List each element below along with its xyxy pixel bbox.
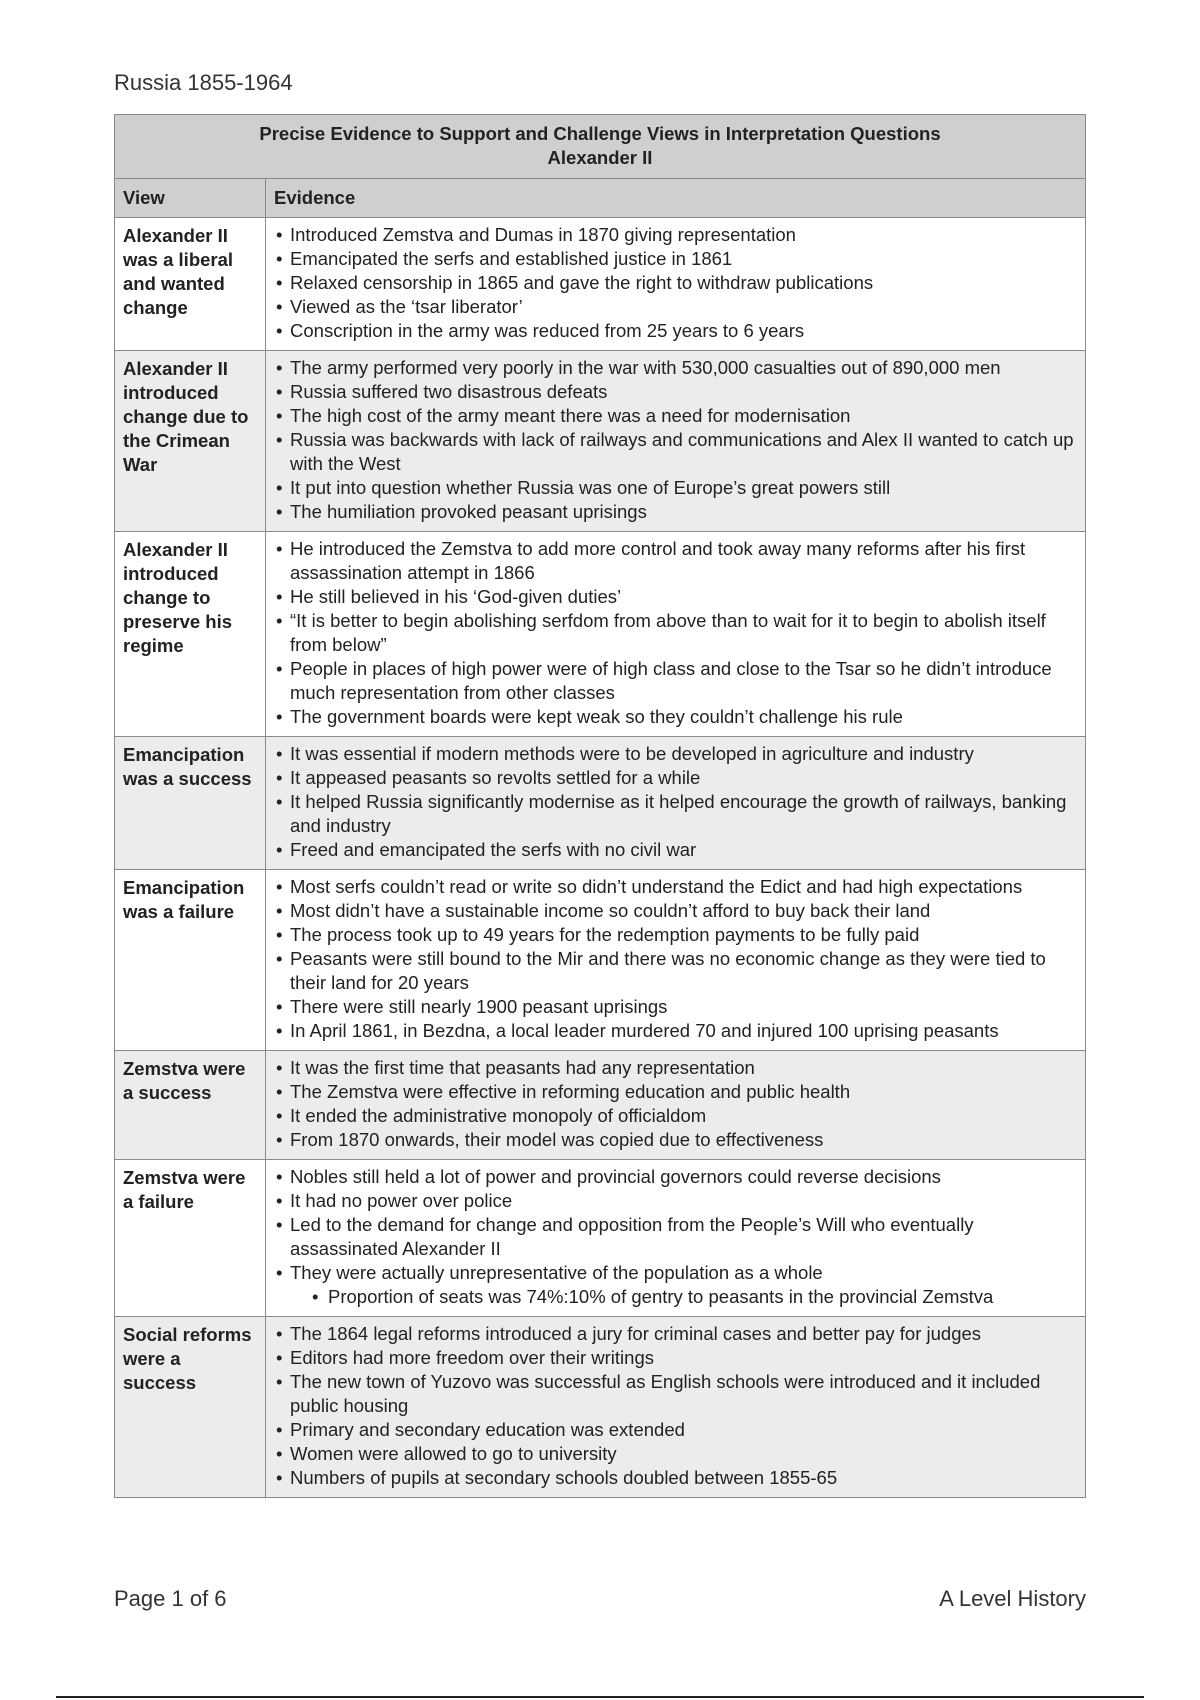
evidence-item: • The 1864 legal reforms introduced a jury for criminal cases and better pay for judges (274, 1322, 1077, 1346)
evidence-cell (266, 351, 1086, 532)
evidence-item: • Women were allowed to go to university (274, 1442, 1077, 1466)
evidence-item: • The government boards were kept weak so they couldn’t challenge his rule (274, 705, 1077, 729)
evidence-cell (266, 218, 1086, 351)
evidence-item: • In April 1861, in Bezdna, a local leader murdered 70 and injured 100 uprising peasants (274, 1019, 1077, 1043)
evidence-item: • It appeased peasants so revolts settled for a while (274, 766, 1077, 790)
evidence-item: • Nobles still held a lot of power and provincial governors could reverse decisions (274, 1165, 1077, 1189)
interpretation-table (114, 114, 1086, 1498)
evidence-list (274, 1322, 1077, 1490)
evidence-item: • Conscription in the army was reduced from 25 years to 6 years (274, 319, 1077, 343)
evidence-item: • It was the first time that peasants had any representation (274, 1056, 1077, 1080)
evidence-list (274, 223, 1077, 343)
evidence-item: • The new town of Yuzovo was successful as English schools were introduced and it included public housing (274, 1370, 1077, 1418)
table-row (115, 1160, 1086, 1317)
evidence-cell (266, 532, 1086, 737)
evidence-cell (266, 1160, 1086, 1317)
evidence-item: • Russia suffered two disastrous defeats (274, 380, 1077, 404)
evidence-subitem: • Proportion of seats was 74%:10% of gentry to peasants in the provincial Zemstva (274, 1285, 1077, 1309)
column-header-view: View (115, 179, 266, 218)
evidence-cell (266, 1051, 1086, 1160)
evidence-cell (266, 870, 1086, 1051)
table-title (115, 115, 1086, 179)
table-row (115, 1317, 1086, 1498)
evidence-item: • The army performed very poorly in the war with 530,000 casualties out of 890,000 men (274, 356, 1077, 380)
evidence-item: • Most didn’t have a sustainable income so couldn’t afford to buy back their land (274, 899, 1077, 923)
bottom-divider (56, 1696, 1144, 1698)
evidence-list (274, 742, 1077, 862)
evidence-item: • From 1870 onwards, their model was copied due to effectiveness (274, 1128, 1077, 1152)
document-header-title: Russia 1855-1964 (114, 70, 293, 95)
evidence-item: • It was essential if modern methods were to be developed in agriculture and industry (274, 742, 1077, 766)
evidence-item: • It ended the administrative monopoly of officialdom (274, 1104, 1077, 1128)
evidence-item: • He introduced the Zemstva to add more control and took away many reforms after his first assassination attempt in 1866 (274, 537, 1077, 585)
evidence-item: • Primary and secondary education was extended (274, 1418, 1077, 1442)
evidence-item: • Viewed as the ‘tsar liberator’ (274, 295, 1077, 319)
evidence-item: • They were actually unrepresentative of the population as a whole (274, 1261, 1077, 1285)
evidence-item: • There were still nearly 1900 peasant uprisings (274, 995, 1077, 1019)
evidence-item: • The process took up to 49 years for the redemption payments to be fully paid (274, 923, 1077, 947)
evidence-item: • Russia was backwards with lack of railways and communications and Alex II wanted to catch up with the West (274, 428, 1077, 476)
evidence-item: • People in places of high power were of high class and close to the Tsar so he didn’t introduce much representation from other classes (274, 657, 1077, 705)
evidence-item: • It put into question whether Russia was one of Europe’s great powers still (274, 476, 1077, 500)
table-title-line1: Precise Evidence to Support and Challenge Views in Interpretation Questions (259, 123, 941, 144)
table-title-row (115, 115, 1086, 179)
evidence-item: • “It is better to begin abolishing serfdom from above than to wait for it to begin to abolish itself from below” (274, 609, 1077, 657)
course-label: A Level History (939, 1586, 1086, 1611)
evidence-item: • He still believed in his ‘God-given duties’ (274, 585, 1077, 609)
table-row (115, 351, 1086, 532)
evidence-list (274, 537, 1077, 729)
page-number: Page 1 of 6 (114, 1586, 227, 1611)
view-cell: Zemstva were a success (115, 1051, 266, 1160)
evidence-item: • Led to the demand for change and opposition from the People’s Will who eventually assassinated Alexander II (274, 1213, 1077, 1261)
evidence-table (114, 114, 1086, 1498)
evidence-list (274, 356, 1077, 524)
evidence-item: • Most serfs couldn’t read or write so didn’t understand the Edict and had high expectations (274, 875, 1077, 899)
table-row (115, 1051, 1086, 1160)
view-cell: Alexander II was a liberal and wanted change (115, 218, 266, 351)
evidence-item: • It had no power over police (274, 1189, 1077, 1213)
table-row (115, 870, 1086, 1051)
evidence-item: • Relaxed censorship in 1865 and gave the right to withdraw publications (274, 271, 1077, 295)
view-cell: Zemstva were a failure (115, 1160, 266, 1317)
evidence-cell (266, 737, 1086, 870)
view-cell: Alexander II introduced change due to the Crimean War (115, 351, 266, 532)
view-cell: Emancipation was a success (115, 737, 266, 870)
evidence-item: • Numbers of pupils at secondary schools doubled between 1855-65 (274, 1466, 1077, 1490)
evidence-item: • It helped Russia significantly modernise as it helped encourage the growth of railways, banking and industry (274, 790, 1077, 838)
evidence-item: • Emancipated the serfs and established justice in 1861 (274, 247, 1077, 271)
table-row (115, 532, 1086, 737)
evidence-item: • Editors had more freedom over their writings (274, 1346, 1077, 1370)
evidence-list (274, 875, 1077, 1043)
evidence-item: • Introduced Zemstva and Dumas in 1870 giving representation (274, 223, 1077, 247)
column-header-row (115, 179, 1086, 218)
evidence-list (274, 1165, 1077, 1309)
evidence-list (274, 1056, 1077, 1152)
evidence-cell (266, 1317, 1086, 1498)
evidence-item: • The Zemstva were effective in reforming education and public health (274, 1080, 1077, 1104)
table-row (115, 218, 1086, 351)
view-cell: Social reforms were a success (115, 1317, 266, 1498)
view-cell: Emancipation was a failure (115, 870, 266, 1051)
evidence-item: • The high cost of the army meant there was a need for modernisation (274, 404, 1077, 428)
view-cell: Alexander II introduced change to preserve his regime (115, 532, 266, 737)
evidence-item: • The humiliation provoked peasant uprisings (274, 500, 1077, 524)
evidence-item: • Peasants were still bound to the Mir and there was no economic change as they were tied to their land for 20 years (274, 947, 1077, 995)
table-row (115, 737, 1086, 870)
evidence-item: • Freed and emancipated the serfs with no civil war (274, 838, 1077, 862)
column-header-evidence: Evidence (266, 179, 1086, 218)
table-title-line2: Alexander II (547, 147, 653, 168)
